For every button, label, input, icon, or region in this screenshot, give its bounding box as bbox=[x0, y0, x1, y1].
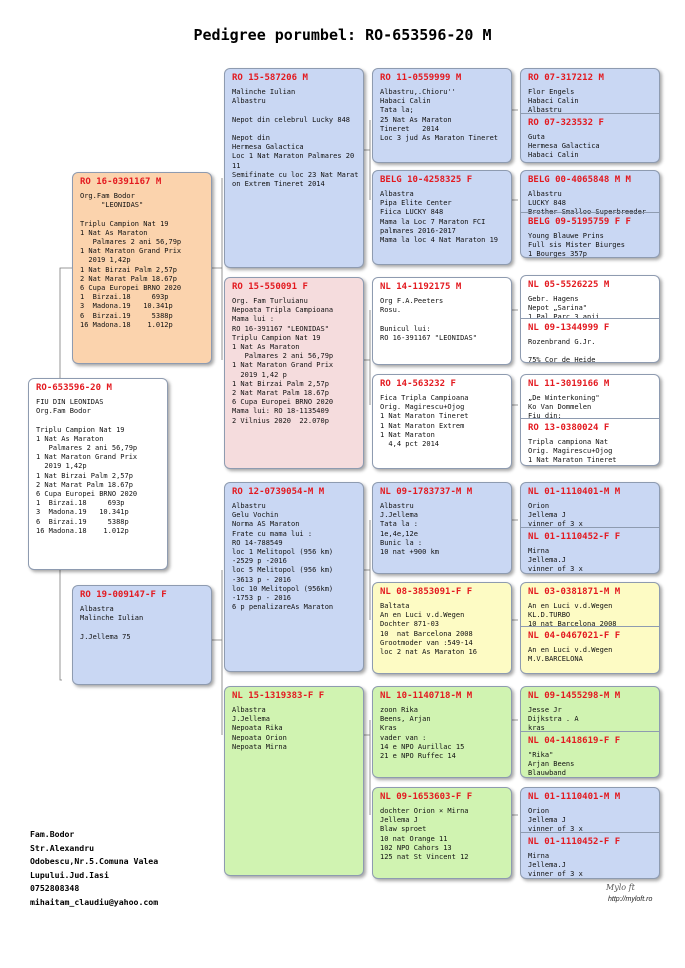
gen4-ring: NL 01-1110452-F F bbox=[528, 532, 621, 542]
dam-card bbox=[72, 585, 212, 685]
gen3-card bbox=[372, 374, 512, 469]
gen4-pair-card bbox=[520, 787, 660, 879]
gen3-ring: NL 14-1192175 M bbox=[380, 282, 462, 292]
gen4-ring: NL 09-1344999 F bbox=[528, 323, 610, 333]
gen4-pair-card bbox=[520, 582, 660, 674]
gen4-details: Young Blauwe Prins Full sis Mister Biurges 1 Bourges 357p bbox=[528, 232, 625, 259]
gen4-ring: NL 03-0381871-M M bbox=[528, 587, 621, 597]
granddam-paternal-card bbox=[224, 277, 364, 469]
gen4-details: Orion Jellema J vinner of 3 x bbox=[528, 502, 583, 529]
gen4-ring: NL 04-1418619-F F bbox=[528, 736, 621, 746]
gen3-ring: NL 09-1783737-M M bbox=[380, 487, 473, 497]
gen2-ring: RO 15-587206 M bbox=[232, 73, 308, 83]
gen4-pair-card bbox=[520, 686, 660, 778]
gen4-details: „De Winterkoning" Ko Van Dommelen Fiu din: bbox=[528, 394, 600, 421]
gen4-divider bbox=[521, 418, 659, 466]
grandsire-maternal-card bbox=[224, 482, 364, 672]
gen4-details: Flor Engels Habaci Calin Albastru bbox=[528, 88, 579, 115]
gen3-details: dochter Orion × Mirna Jellema J Blaw sproet 10 nat Orange 11 102 NPO Cahors 13 125 nat St Vincent 12 bbox=[380, 807, 469, 862]
gen3-details: Albastra Pipa Elite Center Fiica LUCKY 848 Mama la Loc 7 Maraton FCI palmares 2016-2017 Mama la loc 4 Nat Maraton 19 bbox=[380, 190, 499, 245]
gen4-details: Jesse Jr Dijkstra . A kras bbox=[528, 706, 579, 733]
gen4-divider bbox=[521, 626, 659, 664]
gen4-details: Mirna Jellema.J vinner of 3 x bbox=[528, 852, 583, 879]
gen4-pair-card bbox=[520, 68, 660, 163]
gen4-ring: NL 05-5526225 M bbox=[528, 280, 610, 290]
gen4-ring: NL 09-1455298-M M bbox=[528, 691, 621, 701]
gen4-pair-card bbox=[520, 374, 660, 466]
gen4-details: Rozenbrand G.Jr. 75% Cor de Heide bbox=[528, 338, 596, 365]
gen4-ring: NL 01-1110452-F F bbox=[528, 837, 621, 847]
gen3-card bbox=[372, 68, 512, 163]
gen3-details: zoon Rika Beens, Arjan Kras vader van : 14 e NPO Aurillac 15 21 e NPO Ruffec 14 bbox=[380, 706, 465, 761]
gen3-details: Baltata An en Luci v.d.Wegen Dochter 871-03 10 nat Barcelona 2008 Grootmoder van :549-14 loc 2 nat As Maraton 16 bbox=[380, 602, 477, 657]
gen4-pair-card bbox=[520, 275, 660, 363]
gen2-details: Albastru Gelu Vochin Norma AS Maraton Frate cu mama lui : RO 14-788549 loc 1 Melitopol (956 km) -2529 p -2016 loc 5 Melitopol (956 km) -3613 p - 2016 loc 10 Melitopol (956km) -1753 p - 2016 6 p penalizareAs Maraton bbox=[232, 502, 334, 612]
gen4-pair-card bbox=[520, 170, 660, 258]
gen4-details: An en Luci v.d.Wegen KL.D.TURBO 10 nat Barcelona 2008 bbox=[528, 602, 617, 629]
gen2-details: Org. Fam Turluianu Nepoata Tripla Campioana Mama lui : RO 16-391167 "LEONIDAS" Triplu Campion Nat 19 1 Nat As Maraton Palmares 2 ani 56,79p 1 Nat Maraton Grand Prix 2019 1,42 p 1 Nat Birzai Palm 2,57p 2 Nat Marat Palm 18.67p 6 Cupa Europei BRNO 2020 Mama lui: RO 18-1135409 2 Vilnius 2020 22.070p bbox=[232, 297, 334, 425]
gen3-card bbox=[372, 482, 512, 574]
sire-ring: RO 16-0391167 M bbox=[80, 177, 162, 187]
gen2-details: Malinche Iulian Albastru Nepot din celebrul Lucky 848 Nepot din Hermesa Galactica Loc 1 Nat Maraton Palmares 20 11 Semifinate cu loc 23 Nat Marat on Extrem Tineret 2014 bbox=[232, 88, 359, 189]
gen3-details: Albastru,.Chioru'' Habaci Calin Tata la; 25 Nat As Maraton Tineret 2014 Loc 3 jud As Maraton Tineret bbox=[380, 88, 499, 143]
gen4-ring: NL 01-1110401-M M bbox=[528, 792, 621, 802]
gen4-details: "Rika" Arjan Beens Blauwband bbox=[528, 751, 575, 778]
gen3-card bbox=[372, 277, 512, 365]
gen4-details: Tripla campiona Nat Orig. Magirescu+Ojog 1 Nat Maraton Tineret bbox=[528, 438, 617, 465]
gen3-ring: RO 11-0559999 M bbox=[380, 73, 462, 83]
dam-ring: RO 19-009147-F F bbox=[80, 590, 167, 600]
gen4-ring: RO 07-317212 M bbox=[528, 73, 604, 83]
gen3-card bbox=[372, 686, 512, 778]
gen4-details: Mirna Jellema.J vinner of 3 x bbox=[528, 547, 583, 574]
gen3-ring: RO 14-563232 F bbox=[380, 379, 456, 389]
gen4-ring: NL 11-3019166 M bbox=[528, 379, 610, 389]
gen2-ring: RO 15-550091 F bbox=[232, 282, 308, 292]
sire-card bbox=[72, 172, 212, 364]
gen4-details: An en Luci v.d.Wegen M.V.BARCELONA bbox=[528, 646, 613, 664]
gen4-details: Albastru LUCKY 848 Brother Smalloo Superbreeder bbox=[528, 190, 647, 217]
gen3-card bbox=[372, 787, 512, 879]
gen2-ring: RO 12-0739054-M M bbox=[232, 487, 325, 497]
owner-contact: Fam.Bodor Str.Alexandru Odobescu,Nr.5.Comuna Valea Lupului.Jud.Iasi 0752808348 mihaitam_claudiu@yahoo.com bbox=[30, 829, 159, 907]
gen3-ring: NL 10-1140718-M M bbox=[380, 691, 473, 701]
subject-ring: RO-653596-20 M bbox=[36, 383, 112, 393]
gen4-details: Guta Hermesa Galactica Habaci Calin bbox=[528, 133, 600, 160]
grandsire-paternal-card bbox=[224, 68, 364, 268]
gen4-divider bbox=[521, 527, 659, 575]
gen3-details: Fica Tripla Campioana Orig. Magirescu+Ojog 1 Nat Maraton Tineret 1 Nat Maraton Extrem 1 Nat Maraton 4,4 pct 2014 bbox=[380, 394, 469, 449]
gen2-details: Albastra J.Jellema Nepoata Rika Nepoata Orion Nepoata Mirna bbox=[232, 706, 287, 751]
sire-details: Org.Fam Bodor "LEONIDAS" Triplu Campion Nat 19 1 Nat As Maraton Palmares 2 ani 56,79p 1 Nat Maraton Grand Prix 2019 1,42p 1 Nat Birzai Palm 2,57p 2 Nat Marat Palm 18.67p 6 Cupa Europei BRNO 2020 1 Birzai.18 693p 3 Madona.19 10.341p 6 Birzai.19 5388p 16 Madona.18 1.012p bbox=[80, 192, 182, 329]
signature-logo: Mylo ft bbox=[606, 883, 635, 892]
gen3-card bbox=[372, 582, 512, 674]
gen4-details: Gebr. Hagens Nepot „Sarina" 1 Pal Parc 3 anii bbox=[528, 295, 600, 322]
gen4-divider bbox=[521, 212, 659, 260]
granddam-maternal-card bbox=[224, 686, 364, 876]
gen3-ring: NL 09-1653603-F F bbox=[380, 792, 473, 802]
gen4-ring: NL 01-1110401-M M bbox=[528, 487, 621, 497]
gen4-divider bbox=[521, 731, 659, 779]
gen2-ring: NL 15-1319383-F F bbox=[232, 691, 325, 701]
dam-details: Albastra Malinche Iulian J.Jellema 75 bbox=[80, 605, 144, 641]
gen4-divider bbox=[521, 113, 659, 161]
gen4-ring: BELG 09-5195759 F F bbox=[528, 217, 631, 227]
gen3-ring: BELG 10-4258325 F bbox=[380, 175, 473, 185]
gen3-ring: NL 08-3853091-F F bbox=[380, 587, 473, 597]
subject-details: FIU DIN LEONIDAS Org.Fam Bodor Triplu Campion Nat 19 1 Nat As Maraton Palmares 2 ani 56,79p 1 Nat Maraton Grand Prix 2019 1,42p 1 Nat Birzai Palm 2,57p 2 Nat Marat Palm 18.67p 6 Cupa Europei BRNO 2020 1 Birzai.18 693p 3 Madona.19 10.341p 6 Birzai.19 5388p 16 Madona.18 1.012p bbox=[36, 398, 138, 535]
gen4-divider bbox=[521, 318, 659, 366]
gen3-details: Albastru J.Jellema Tata la : 1e,4e,12e Bunic la : 10 nat +900 km bbox=[380, 502, 440, 557]
gen3-details: Org F.A.Peeters Rosu. Bunicul lui: RO 16-391167 "LEONIDAS" bbox=[380, 297, 477, 342]
gen4-details: Orion Jellema J vinner of 3 x bbox=[528, 807, 583, 834]
website-link[interactable]: http://myloft.ro bbox=[608, 896, 653, 903]
gen4-ring: RO 07-323532 F bbox=[528, 118, 604, 128]
gen4-ring: RO 13-0380024 F bbox=[528, 423, 610, 433]
gen4-ring: BELG 00-4065848 M M bbox=[528, 175, 631, 185]
gen4-ring: NL 04-0467021-F F bbox=[528, 631, 621, 641]
gen3-card bbox=[372, 170, 512, 265]
gen4-divider bbox=[521, 832, 659, 880]
gen4-pair-card bbox=[520, 482, 660, 574]
page-title: Pedigree porumbel: RO-653596-20 M bbox=[193, 26, 492, 44]
subject-card bbox=[28, 378, 168, 570]
